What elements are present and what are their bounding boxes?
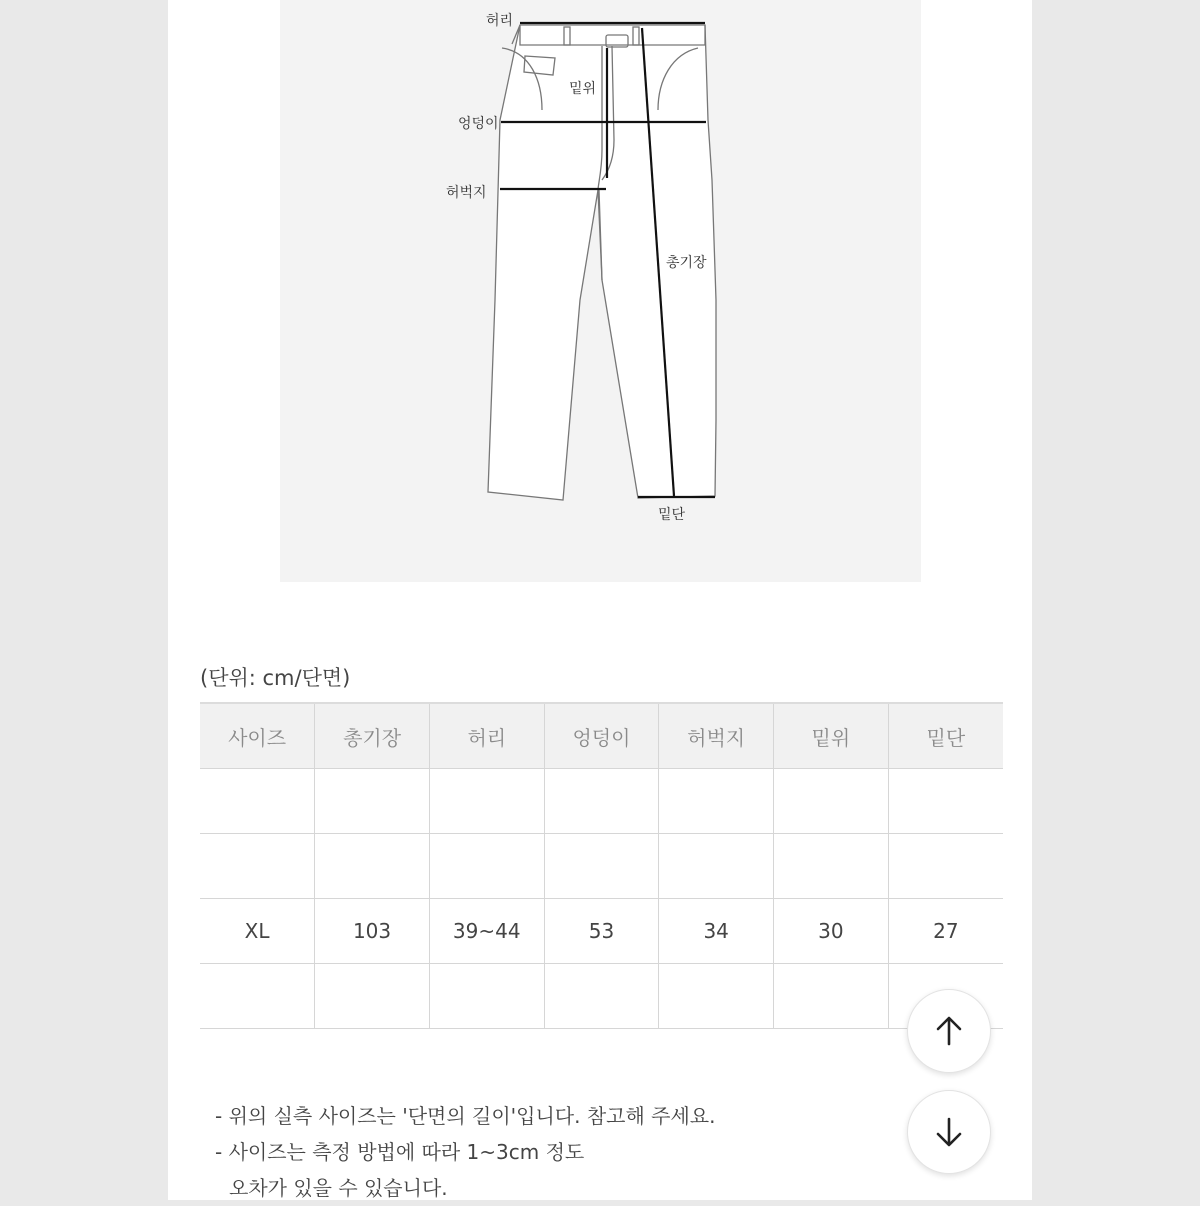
hem-label: 밑단: [658, 507, 686, 523]
arrow-down-icon: [932, 1115, 966, 1149]
table-cell: [544, 769, 659, 834]
table-row: [200, 834, 1003, 899]
col-hip-header: 엉덩이: [544, 703, 659, 769]
table-row: [200, 964, 1003, 1029]
table-cell: [429, 964, 544, 1029]
unit-note: (단위: cm/단면): [200, 666, 351, 690]
table-cell: [659, 964, 774, 1029]
thigh-label: 허벅지: [446, 185, 487, 201]
table-cell: [200, 834, 315, 899]
pants-illustration: [280, 0, 921, 582]
scroll-down-button[interactable]: [907, 1090, 991, 1174]
table-cell: [200, 964, 315, 1029]
table-cell: [659, 834, 774, 899]
size-notes: [215, 1098, 715, 1206]
col-total-length-header: 총기장: [315, 703, 430, 769]
col-size-header: 사이즈: [200, 703, 315, 769]
table-cell: [429, 769, 544, 834]
col-rise-header: 밑위: [774, 703, 889, 769]
hip-label: 엉덩이: [458, 116, 499, 132]
rise-label: 밑위: [569, 81, 597, 97]
col-thigh-header: 허벅지: [659, 703, 774, 769]
table-header-row: [200, 703, 1003, 769]
arrow-up-icon: [932, 1014, 966, 1048]
note-line-2: - 사이즈는 측정 방법에 따라 1~3cm 정도: [215, 1140, 585, 1164]
table-cell: [774, 964, 889, 1029]
table-cell: [429, 834, 544, 899]
rise-cell: 30: [774, 899, 889, 964]
size-table: [200, 702, 1003, 1029]
table-cell: [888, 769, 1003, 834]
scroll-up-button[interactable]: [907, 989, 991, 1073]
size-guide-diagram: [280, 0, 921, 582]
table-cell: [544, 834, 659, 899]
table-cell: [888, 834, 1003, 899]
table-row: [200, 769, 1003, 834]
hem-cell: 27: [888, 899, 1003, 964]
note-line-1: - 위의 실측 사이즈는 '단면의 길이'입니다. 참고해 주세요.: [215, 1104, 716, 1128]
table-cell: [315, 769, 430, 834]
table-cell: [200, 769, 315, 834]
table-cell: [774, 834, 889, 899]
table-row-xl: [200, 899, 1003, 964]
waist-label: 허리: [486, 13, 514, 29]
note-line-3: 오차가 있을 수 있습니다.: [229, 1176, 448, 1200]
table-cell: [544, 964, 659, 1029]
thigh-cell: 34: [659, 899, 774, 964]
waist-cell: 39~44: [429, 899, 544, 964]
col-waist-header: 허리: [429, 703, 544, 769]
total-length-label: 총기장: [666, 255, 707, 271]
table-cell: [774, 769, 889, 834]
table-cell: [659, 769, 774, 834]
hip-cell: 53: [544, 899, 659, 964]
table-cell: [315, 834, 430, 899]
table-cell: [315, 964, 430, 1029]
total-length-cell: 103: [315, 899, 430, 964]
col-hem-header: 밑단: [888, 703, 1003, 769]
size-cell: XL: [200, 899, 315, 964]
